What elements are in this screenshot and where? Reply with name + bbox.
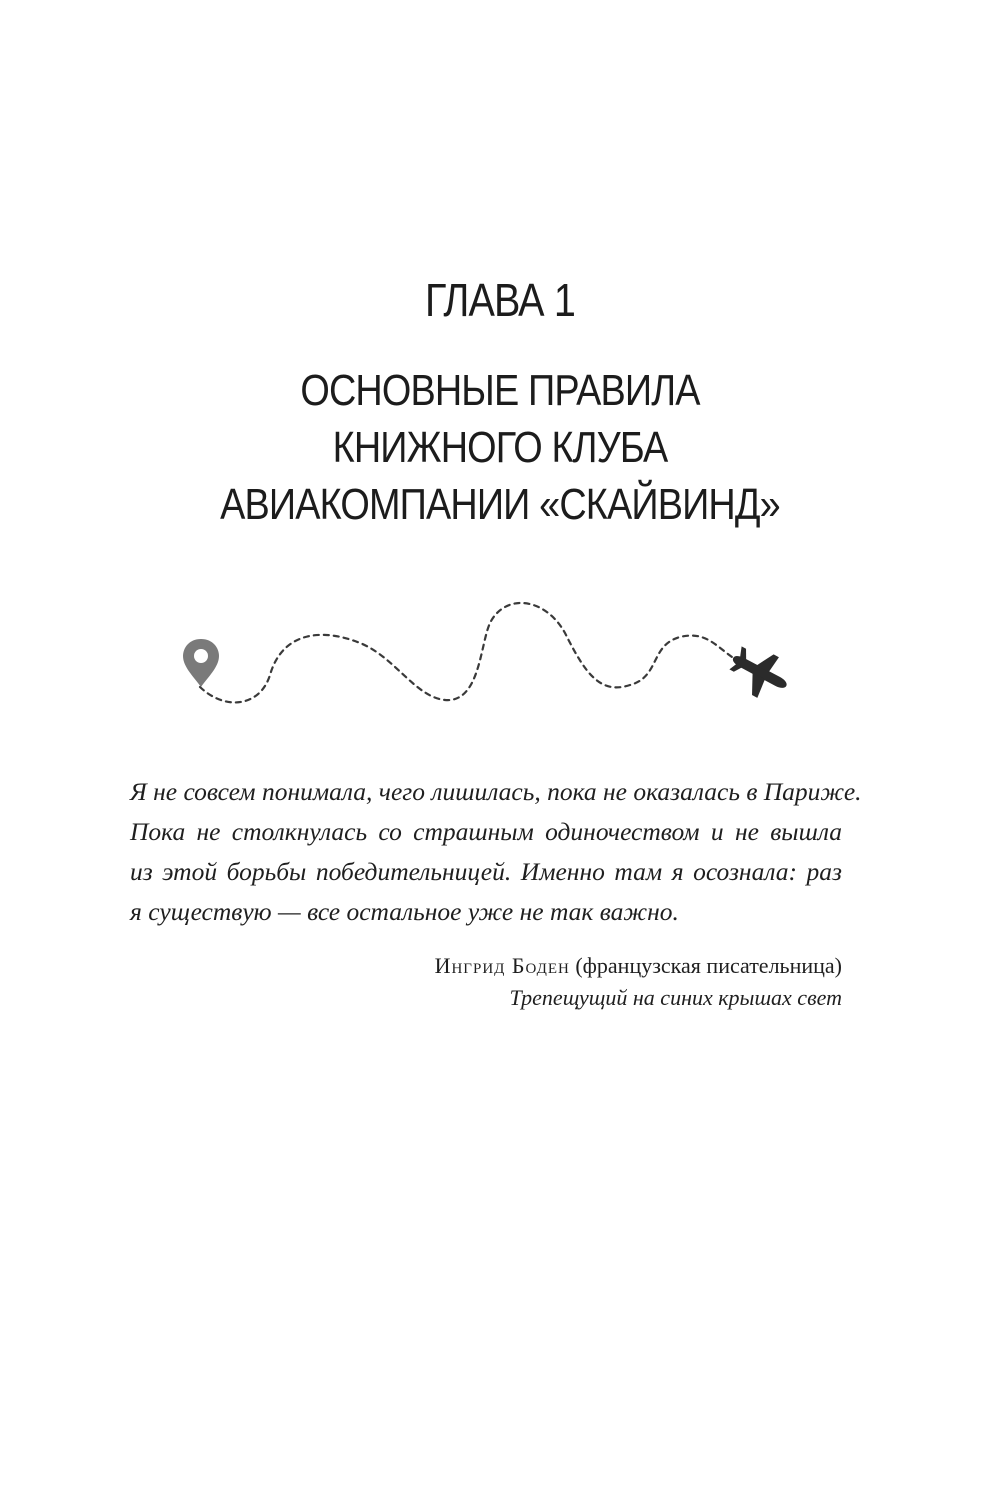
airplane-icon (722, 638, 797, 707)
epigraph (130, 772, 862, 932)
epigraph-line: я существую — все остальное уже не так важно. (130, 897, 679, 926)
dashed-flight-path (200, 603, 732, 702)
attribution-author-line (130, 950, 842, 982)
author-note: (французская писательница) (575, 953, 842, 978)
source-book-title: Трепещущий на синих крышах свет (509, 985, 842, 1010)
chapter-title (70, 362, 930, 533)
epigraph-attribution (130, 950, 842, 1014)
location-pin-icon (183, 639, 219, 687)
author-name: Ингрид Боден (434, 953, 570, 978)
epigraph-line: из этой борьбы победительницей. Именно там я осознала: раз (130, 857, 842, 886)
epigraph-line: Я не совсем понимала, чего лишилась, пока не оказалась в Париже. (130, 777, 862, 806)
chapter-title-line: КНИЖНОГО КЛУБА (332, 423, 668, 472)
chapter-title-line: АВИАКОМПАНИИ «СКАЙВИНД» (220, 480, 780, 529)
flight-route-illustration (170, 585, 810, 725)
epigraph-line: Пока не столкнулась со страшным одиночеством и не вышла (130, 817, 842, 846)
chapter-label: ГЛАВА 1 (425, 274, 575, 326)
chapter-title-line: ОСНОВНЫЕ ПРАВИЛА (300, 366, 700, 415)
